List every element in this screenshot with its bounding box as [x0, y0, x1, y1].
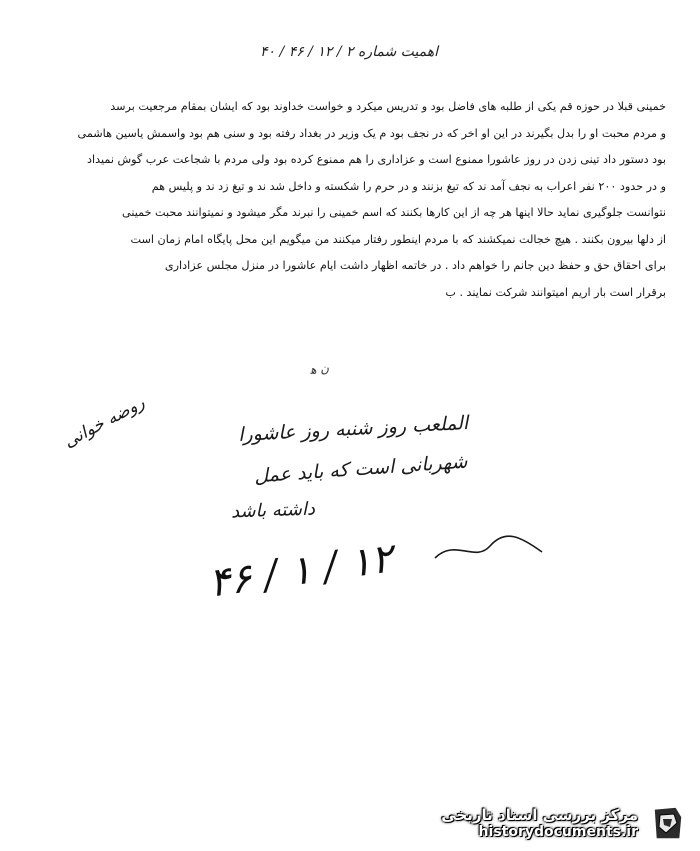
handwritten-note-line-1: الملعب روز شنبه روز عاشورا: [237, 411, 469, 447]
document-header: اهمیت شماره ۲ / ۱۲ / ۴۶ / ۴۰: [260, 44, 438, 60]
body-line: و در حدود ۲۰۰ نفر اعراب به نجف آمد ند که تیغ بزنند و در حرم را شکسته و داخل شد ند و تیغ زد ند و پلیس هم: [151, 179, 666, 193]
body-line: و مردم محبت او را بدل بگیرند در این او اخر که در نجف بود م یک وزیر در بغداد رفته بود و سنی هم بود واسمش یاسین هاشمی: [77, 126, 666, 140]
archive-logo-icon: [646, 803, 686, 843]
body-line: از دلها بیرون بکنند . هیچ خجالت نمیکشند که با مردم اینطور رفتار میکنند من میگویم این محل پایگاه امام زمان است: [130, 232, 666, 246]
signature-scribble: [430, 528, 550, 568]
body-line: نتوانست جلوگیری نماید حالا اینها هر چه از این کارها بکنند که اسم خمینی را نبرند مگر میشود و نمیتوانند محبت خمینی: [122, 206, 666, 219]
body-line: برای احقاق حق و حفظ دین جانم را خواهم داد . در خاتمه اظهار داشت ایام عاشورا در منزل مجلس عزاداری: [164, 259, 666, 272]
watermark-title: مرکز بررسی اسناد تاریخی: [441, 806, 638, 824]
handwritten-date: ۴۶ / ۱ / ۱۲: [205, 535, 396, 607]
document-body: [46, 94, 666, 306]
handwritten-note-line-2: شهربانی است که بايد عمل: [253, 450, 469, 488]
handwritten-side-note: روضه خوانی: [60, 392, 148, 452]
body-line: خمینی قبلا در حوزه قم یکی از طلبه های فاضل بود و تدریس میکرد و خواست خداوند بود که ایشان بمقام مرجعیت برسد: [110, 100, 666, 113]
body-line: بود دستور داد تینی زدن در روز عاشورا ممنوع است و عزاداری را هم ممنوع کرده بود ولی مردم با شجاعت عرب گوش نمیداد: [87, 153, 666, 166]
watermark: [396, 801, 686, 845]
handwritten-note-line-3: داشته باشد: [230, 498, 316, 523]
watermark-url: historydocuments.ir: [478, 824, 638, 840]
closing-mark: ن ه‍: [309, 361, 330, 377]
body-line: برقرار است بار اریم امیتوانند شرکت نمایند . ب: [445, 285, 666, 299]
